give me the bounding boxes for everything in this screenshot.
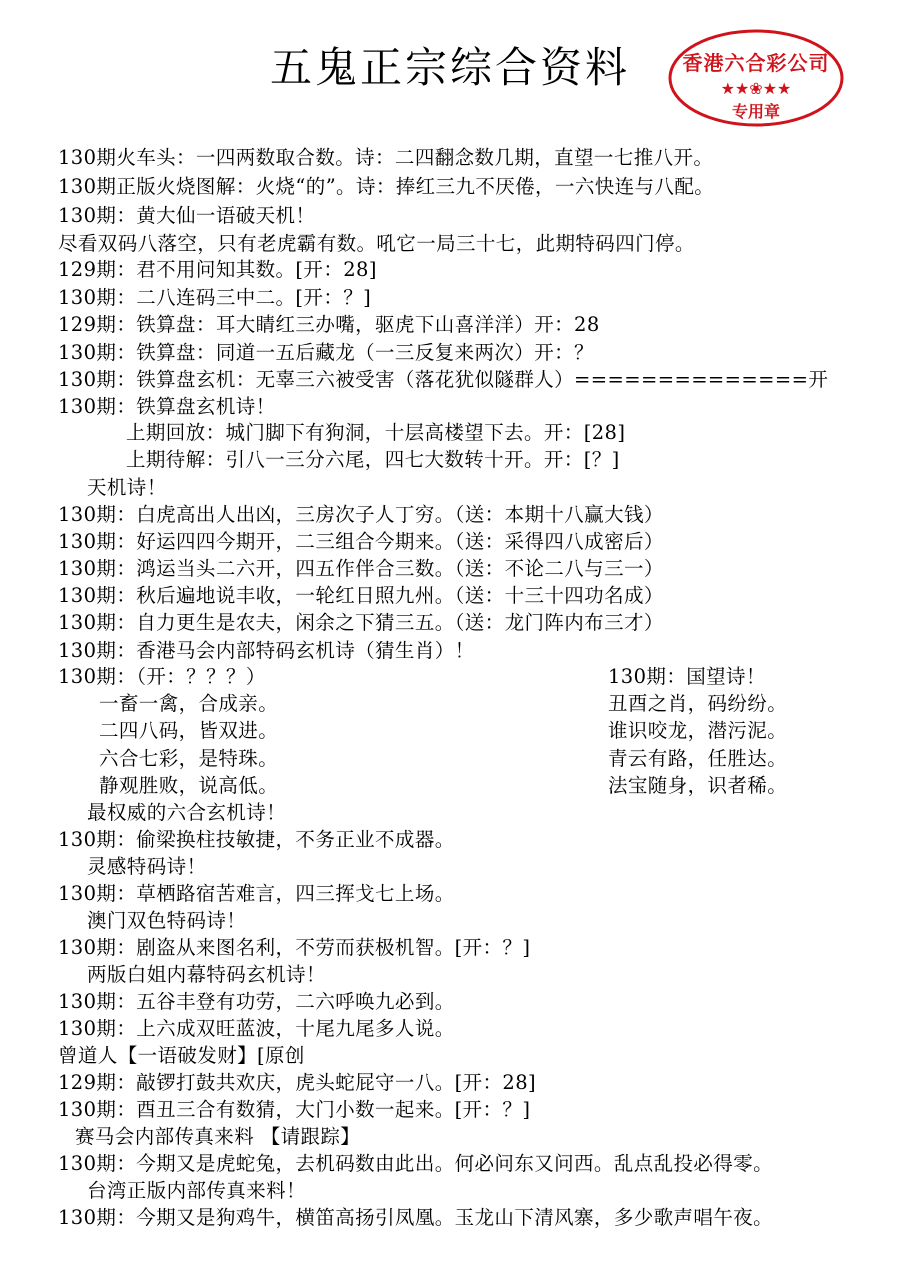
text-line: 130期：铁算盘：同道一五后藏龙（一三反复来两次）开：？ [58, 341, 594, 364]
seal-subtext: 专用章 [731, 102, 781, 121]
text-line: 130期：鸿运当头二六开，四五作伴合三数。（送：不论二八与三一） [58, 557, 664, 580]
text-line: 尽看双码八落空，只有老虎霸有数。吼它一局三十七，此期特码四门停。 [58, 232, 695, 255]
text-line: 130期：草栖路宿苦难言，四三挥戈七上场。 [58, 882, 455, 905]
text-line: 130期：酉丑三合有数猜，大门小数一起来。[开：？] [58, 1098, 531, 1121]
text-line: 129期：敲锣打鼓共欢庆，虎头蛇屁守一八。[开：28] [58, 1071, 537, 1094]
text-line: 130期：国望诗！ [608, 665, 766, 688]
text-line: 最权威的六合玄机诗！ [87, 801, 287, 824]
text-line: 青云有路，任胜达。 [608, 747, 788, 770]
text-line: 法宝随身，识者稀。 [608, 774, 788, 797]
text-line: 130期正版火烧图解：火烧“的”。诗：捧红三九不厌倦，一六快连与八配。 [58, 175, 715, 198]
text-line: 130期：铁算盘玄机诗！ [58, 395, 276, 418]
company-seal [666, 28, 846, 128]
text-line: 赛马会内部传真来料 【请跟踪】 [75, 1125, 361, 1148]
text-line: 台湾正版内部传真来料！ [87, 1179, 306, 1202]
text-line: 静观胜败，说高低。 [99, 774, 279, 797]
text-line: 130期：好运四四今期开，二三组合今期来。（送：采得四八成密后） [58, 530, 664, 553]
text-line: 130期：自力更生是农夫，闲余之下猜三五。（送：龙门阵内布三才） [58, 611, 664, 634]
text-line: 上期回放：城门脚下有狗洞，十层高楼望下去。开：[28] [126, 421, 626, 444]
text-line: 130期：铁算盘玄机：无辜三六被受害（落花犹似隧群人）==============开 [58, 368, 829, 391]
document-title: 五鬼正宗综合资料 [269, 43, 630, 92]
text-line: 130期：（开：？？？） [58, 665, 266, 688]
text-line: 130期：偷梁换柱技敏捷，不务正业不成器。 [58, 828, 455, 851]
text-line: 谁识咬龙，潜污泥。 [608, 719, 788, 742]
text-line: 130期：黄大仙一语破天机！ [58, 204, 316, 227]
text-line: 130期：上六成双旺蓝波，十尾九尾多人说。 [58, 1017, 455, 1040]
text-line: 130期：五谷丰登有功劳，二六呼唤九必到。 [58, 990, 455, 1013]
text-line: 130期：白虎高出人出凶，三房次子人丁穷。（送：本期十八赢大钱） [58, 503, 664, 526]
text-line: 灵感特码诗！ [87, 855, 207, 878]
text-line: 上期待解：引八一三分六尾，四七大数转十开。开：[？] [126, 448, 620, 471]
seal-stars: ★★❀★★ [720, 79, 792, 98]
text-line: 丑酉之肖，码纷纷。 [608, 692, 788, 715]
text-line: 130期：香港马会内部特码玄机诗（猜生肖）！ [58, 639, 475, 662]
text-line: 130期：剧盗从来图名利，不劳而获极机智。[开：？] [58, 936, 531, 959]
text-line: 澳门双色特码诗！ [87, 909, 247, 932]
text-line: 130期：今期又是虎蛇兔，去机码数由此出。何必问东又问西。乱点乱投必得零。 [58, 1152, 774, 1175]
text-line: 天机诗！ [87, 476, 167, 499]
text-line: 一畜一禽，合成亲。 [99, 692, 279, 715]
text-line: 130期：二八连码三中二。[开：？] [58, 286, 372, 309]
text-line: 130期：今期又是狗鸡牛，横笛高扬引凤凰。玉龙山下清风寨，多少歌声唱午夜。 [58, 1206, 774, 1229]
text-line: 两版白姐内幕特码玄机诗！ [87, 963, 326, 986]
text-line: 129期：铁算盘：耳大睛红三办嘴，驱虎下山喜洋洋）开：28 [58, 313, 600, 336]
seal-text: 香港六合彩公司 [682, 51, 830, 75]
text-line: 二四八码，皆双进。 [99, 719, 279, 742]
text-line: 129期：君不用问知其数。[开：28] [58, 258, 377, 281]
text-line: 130期：秋后遍地说丰收，一轮红日照九州。（送：十三十四功名成） [58, 584, 664, 607]
text-line: 曾道人【一语破发财】[原创 [58, 1044, 305, 1067]
text-line: 130期火车头：一四两数取合数。诗：二四翻念数几期，直望一七推八开。 [58, 146, 714, 169]
text-line: 六合七彩，是特珠。 [99, 747, 279, 770]
